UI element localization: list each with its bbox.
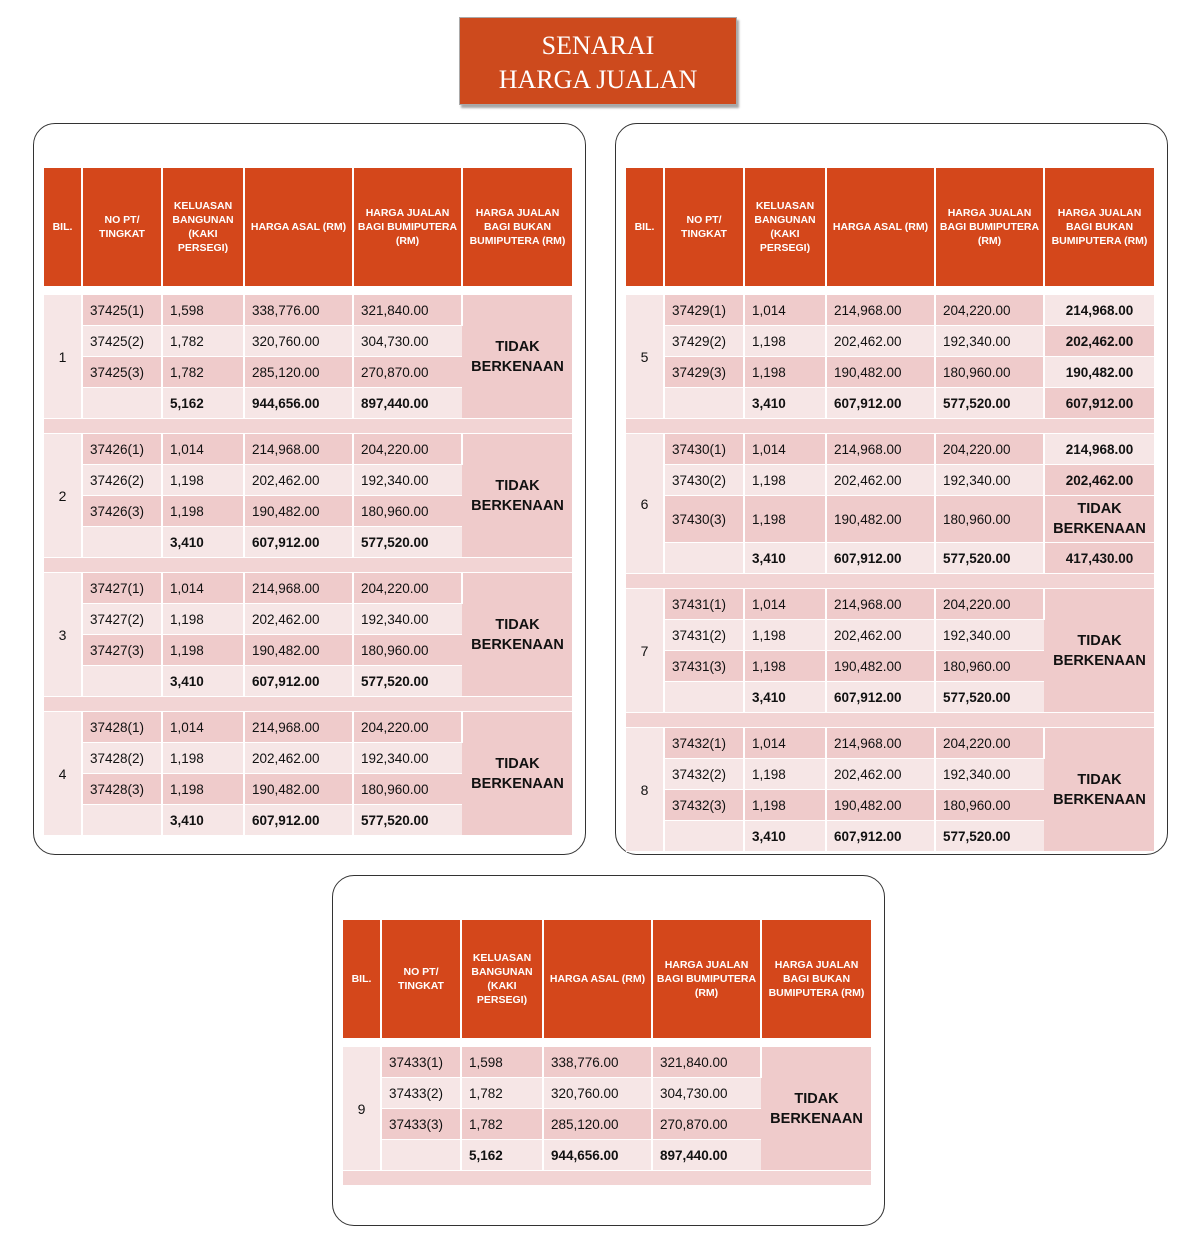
column-header: BIL. [626,168,664,286]
area-cell: 1,198 [744,620,826,651]
blank-cell [664,388,744,419]
column-header: NO PT/ TINGKAT [82,168,162,286]
table-row [626,295,1154,326]
total-bumi-price: 897,440.00 [652,1140,761,1171]
total-original-price: 944,656.00 [543,1140,652,1171]
non-bumi-price-cell: TIDAK BERKENAAN [1044,728,1154,852]
area-cell: 1,198 [744,326,826,357]
area-cell: 1,198 [162,774,244,805]
original-price-cell: 202,462.00 [826,326,935,357]
original-price-cell: 190,482.00 [244,635,353,666]
page-title [459,17,737,105]
table-row [44,295,572,326]
total-original-price: 607,912.00 [244,805,353,836]
bumi-price-cell: 192,340.00 [353,743,462,774]
area-cell: 1,782 [162,357,244,388]
pt-cell: 37429(2) [664,326,744,357]
table-row [626,589,1154,620]
original-price-cell: 320,760.00 [244,326,353,357]
column-header: HARGA JUALAN BAGI BUMIPUTERA (RM) [652,920,761,1038]
area-cell: 1,598 [162,295,244,326]
total-original-price: 607,912.00 [244,666,353,697]
column-header: KELUASAN BANGUNAN (KAKI PERSEGI) [162,168,244,286]
area-cell: 1,198 [162,604,244,635]
bil-cell: 2 [44,434,82,558]
total-area: 5,162 [162,388,244,419]
bumi-price-cell: 192,340.00 [353,604,462,635]
area-cell: 1,014 [162,434,244,465]
bumi-price-cell: 192,340.00 [935,465,1044,496]
blank-cell [664,682,744,713]
non-bumi-price-cell: TIDAK BERKENAAN [462,573,572,697]
area-cell: 1,014 [744,295,826,326]
column-header: BIL. [44,168,82,286]
title-line-2: HARGA JUALAN [498,65,698,94]
pt-cell: 37431(1) [664,589,744,620]
non-bumi-price-cell: 214,968.00 [1044,434,1154,465]
total-bumi-price: 577,520.00 [353,527,462,558]
total-bumi-price: 577,520.00 [935,543,1044,574]
original-price-cell: 202,462.00 [826,759,935,790]
column-header: KELUASAN BANGUNAN (KAKI PERSEGI) [744,168,826,286]
header-row [343,920,871,1038]
bumi-price-cell: 204,220.00 [353,573,462,604]
group-separator [343,1171,871,1186]
bumi-price-cell: 180,960.00 [935,496,1044,543]
pt-cell: 37425(1) [82,295,162,326]
area-cell: 1,014 [744,728,826,759]
area-cell: 1,598 [461,1047,543,1078]
bil-cell: 7 [626,589,664,713]
bil-cell: 9 [343,1047,381,1171]
pt-cell: 37432(3) [664,790,744,821]
price-table-2 [626,168,1154,852]
original-price-cell: 202,462.00 [826,465,935,496]
bumi-price-cell: 192,340.00 [935,620,1044,651]
pt-cell: 37430(2) [664,465,744,496]
table-row [44,712,572,743]
total-area: 3,410 [744,682,826,713]
pt-cell: 37433(3) [381,1109,461,1140]
non-bumi-price-cell: 417,430.00 [1044,543,1154,574]
table-row [626,496,1154,543]
bumi-price-cell: 270,870.00 [353,357,462,388]
original-price-cell: 202,462.00 [244,604,353,635]
area-cell: 1,198 [744,651,826,682]
table-row [626,434,1154,465]
column-header: HARGA JUALAN BAGI BUKAN BUMIPUTERA (RM) [462,168,572,286]
group-separator [626,419,1154,434]
bumi-price-cell: 180,960.00 [935,651,1044,682]
original-price-cell: 214,968.00 [244,712,353,743]
total-bumi-price: 577,520.00 [353,805,462,836]
price-table-1 [44,168,572,836]
pt-cell: 37430(3) [664,496,744,543]
column-header: HARGA JUALAN BAGI BUMIPUTERA (RM) [935,168,1044,286]
original-price-cell: 285,120.00 [244,357,353,388]
column-header: HARGA JUALAN BAGI BUMIPUTERA (RM) [353,168,462,286]
total-row [626,388,1154,419]
original-price-cell: 338,776.00 [543,1047,652,1078]
group-separator [626,574,1154,589]
pt-cell: 37426(3) [82,496,162,527]
bumi-price-cell: 304,730.00 [652,1078,761,1109]
bumi-price-cell: 204,220.00 [353,712,462,743]
column-header: NO PT/ TINGKAT [381,920,461,1038]
total-original-price: 944,656.00 [244,388,353,419]
column-header: HARGA JUALAN BAGI BUKAN BUMIPUTERA (RM) [761,920,871,1038]
group-separator [44,558,572,573]
pt-cell: 37430(1) [664,434,744,465]
original-price-cell: 190,482.00 [826,496,935,543]
bumi-price-cell: 180,960.00 [935,790,1044,821]
area-cell: 1,198 [744,759,826,790]
bumi-price-cell: 204,220.00 [935,728,1044,759]
area-cell: 1,198 [744,357,826,388]
area-cell: 1,198 [162,496,244,527]
area-cell: 1,198 [162,465,244,496]
bil-cell: 8 [626,728,664,852]
blank-cell [82,666,162,697]
area-cell: 1,782 [162,326,244,357]
bumi-price-cell: 204,220.00 [935,295,1044,326]
pt-cell: 37428(3) [82,774,162,805]
bumi-price-cell: 180,960.00 [353,635,462,666]
area-cell: 1,014 [744,434,826,465]
table-row [343,1047,871,1078]
total-row [626,543,1154,574]
area-cell: 1,198 [744,465,826,496]
total-original-price: 607,912.00 [826,388,935,419]
total-bumi-price: 577,520.00 [353,666,462,697]
blank-cell [664,543,744,574]
original-price-cell: 190,482.00 [826,651,935,682]
bumi-price-cell: 204,220.00 [353,434,462,465]
bil-cell: 1 [44,295,82,419]
original-price-cell: 214,968.00 [244,573,353,604]
original-price-cell: 190,482.00 [244,774,353,805]
group-separator [44,697,572,712]
original-price-cell: 214,968.00 [826,434,935,465]
column-header: BIL. [343,920,381,1038]
pt-cell: 37427(3) [82,635,162,666]
pt-cell: 37428(1) [82,712,162,743]
area-cell: 1,014 [744,589,826,620]
bil-cell: 6 [626,434,664,574]
original-price-cell: 285,120.00 [543,1109,652,1140]
total-original-price: 607,912.00 [826,682,935,713]
column-header: HARGA ASAL (RM) [543,920,652,1038]
group-separator [44,419,572,434]
pt-cell: 37426(1) [82,434,162,465]
area-cell: 1,782 [461,1078,543,1109]
non-bumi-price-cell: TIDAK BERKENAAN [1044,589,1154,713]
bumi-price-cell: 321,840.00 [353,295,462,326]
non-bumi-price-cell: TIDAK BERKENAAN [462,295,572,419]
blank-cell [82,805,162,836]
area-cell: 1,198 [744,496,826,543]
original-price-cell: 214,968.00 [826,295,935,326]
blank-cell [664,821,744,852]
column-header: HARGA JUALAN BAGI BUKAN BUMIPUTERA (RM) [1044,168,1154,286]
pt-cell: 37432(1) [664,728,744,759]
pt-cell: 37427(2) [82,604,162,635]
area-cell: 1,198 [162,743,244,774]
table-row [626,326,1154,357]
non-bumi-price-cell: 202,462.00 [1044,326,1154,357]
non-bumi-price-cell: 202,462.00 [1044,465,1154,496]
total-original-price: 607,912.00 [826,543,935,574]
total-area: 3,410 [162,666,244,697]
bumi-price-cell: 180,960.00 [353,774,462,805]
column-header: HARGA ASAL (RM) [826,168,935,286]
table-row [44,434,572,465]
area-cell: 1,198 [162,635,244,666]
blank-cell [82,388,162,419]
bumi-price-cell: 180,960.00 [353,496,462,527]
bumi-price-cell: 192,340.00 [935,759,1044,790]
bumi-price-cell: 192,340.00 [353,465,462,496]
total-area: 3,410 [744,388,826,419]
bumi-price-cell: 192,340.00 [935,326,1044,357]
area-cell: 1,198 [744,790,826,821]
total-area: 3,410 [162,527,244,558]
pt-cell: 37425(2) [82,326,162,357]
original-price-cell: 214,968.00 [826,589,935,620]
original-price-cell: 202,462.00 [244,743,353,774]
original-price-cell: 338,776.00 [244,295,353,326]
total-bumi-price: 577,520.00 [935,821,1044,852]
original-price-cell: 202,462.00 [244,465,353,496]
total-bumi-price: 897,440.00 [353,388,462,419]
column-header: HARGA ASAL (RM) [244,168,353,286]
original-price-cell: 320,760.00 [543,1078,652,1109]
non-bumi-price-cell: TIDAK BERKENAAN [462,712,572,836]
original-price-cell: 214,968.00 [826,728,935,759]
pt-cell: 37433(2) [381,1078,461,1109]
column-header: KELUASAN BANGUNAN (KAKI PERSEGI) [461,920,543,1038]
header-row [44,168,572,286]
pt-cell: 37429(1) [664,295,744,326]
title-line-1: SENARAI [541,31,655,60]
non-bumi-price-cell: 607,912.00 [1044,388,1154,419]
pt-cell: 37433(1) [381,1047,461,1078]
blank-cell [381,1140,461,1171]
non-bumi-price-cell: TIDAK BERKENAAN [761,1047,871,1171]
total-original-price: 607,912.00 [244,527,353,558]
table-row [626,728,1154,759]
pt-cell: 37427(1) [82,573,162,604]
area-cell: 1,782 [461,1109,543,1140]
pt-cell: 37432(2) [664,759,744,790]
bil-cell: 4 [44,712,82,836]
total-original-price: 607,912.00 [826,821,935,852]
pt-cell: 37431(3) [664,651,744,682]
total-area: 5,162 [461,1140,543,1171]
bil-cell: 5 [626,295,664,419]
header-row [626,168,1154,286]
original-price-cell: 190,482.00 [244,496,353,527]
blank-cell [82,527,162,558]
bumi-price-cell: 204,220.00 [935,434,1044,465]
table-row [44,573,572,604]
table-row [626,465,1154,496]
non-bumi-price-cell: 190,482.00 [1044,357,1154,388]
table-row [626,357,1154,388]
bumi-price-cell: 204,220.00 [935,589,1044,620]
area-cell: 1,014 [162,573,244,604]
pt-cell: 37428(2) [82,743,162,774]
pt-cell: 37431(2) [664,620,744,651]
original-price-cell: 214,968.00 [244,434,353,465]
non-bumi-price-cell: 214,968.00 [1044,295,1154,326]
pt-cell: 37426(2) [82,465,162,496]
area-cell: 1,014 [162,712,244,743]
column-header: NO PT/ TINGKAT [664,168,744,286]
total-area: 3,410 [744,543,826,574]
original-price-cell: 190,482.00 [826,790,935,821]
bil-cell: 3 [44,573,82,697]
total-area: 3,410 [744,821,826,852]
bumi-price-cell: 180,960.00 [935,357,1044,388]
pt-cell: 37425(3) [82,357,162,388]
original-price-cell: 190,482.00 [826,357,935,388]
original-price-cell: 202,462.00 [826,620,935,651]
bumi-price-cell: 321,840.00 [652,1047,761,1078]
non-bumi-price-cell: TIDAK BERKENAAN [1044,496,1154,543]
total-bumi-price: 577,520.00 [935,682,1044,713]
total-bumi-price: 577,520.00 [935,388,1044,419]
price-table-3 [343,920,871,1186]
pt-cell: 37429(3) [664,357,744,388]
non-bumi-price-cell: TIDAK BERKENAAN [462,434,572,558]
total-area: 3,410 [162,805,244,836]
group-separator [626,713,1154,728]
bumi-price-cell: 304,730.00 [353,326,462,357]
bumi-price-cell: 270,870.00 [652,1109,761,1140]
